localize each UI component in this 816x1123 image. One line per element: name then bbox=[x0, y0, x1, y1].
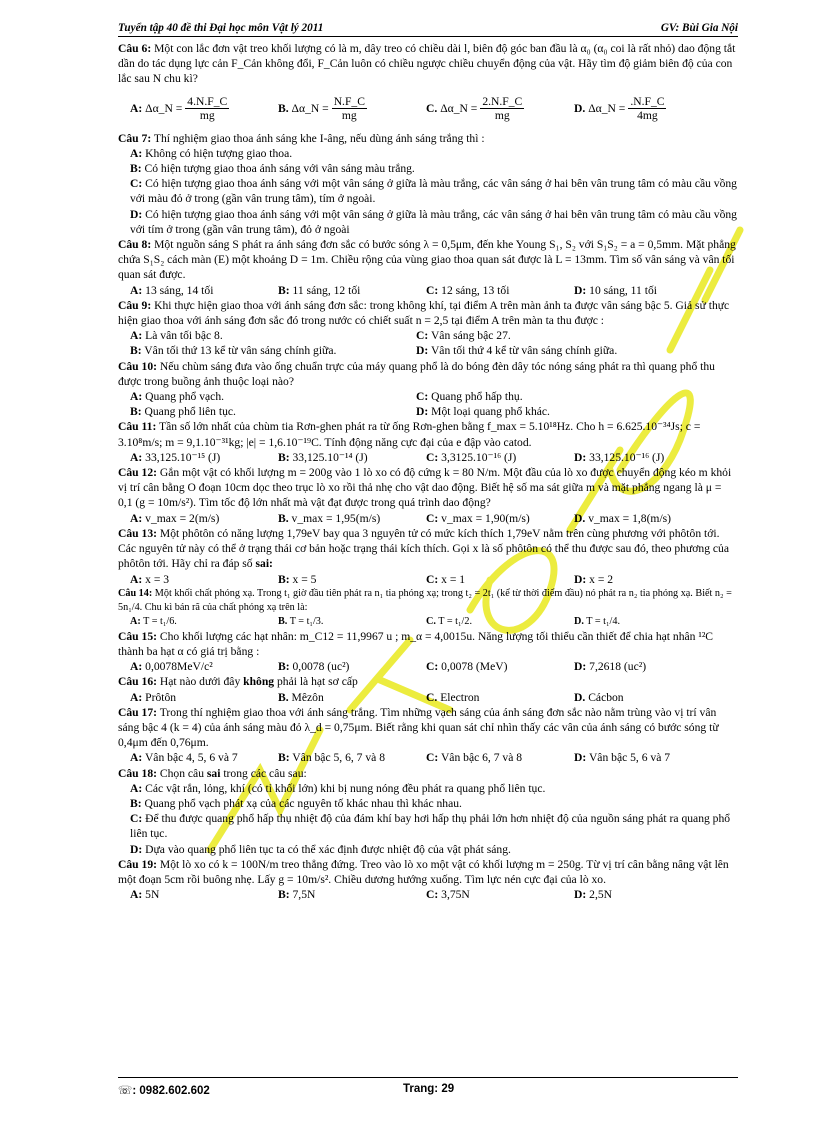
option-text: 33,125.10⁻¹⁶ (J) bbox=[589, 450, 665, 464]
option-label: C: bbox=[416, 329, 429, 343]
option-a bbox=[130, 572, 278, 587]
question-9-options-row1 bbox=[118, 328, 738, 343]
option-text: Có hiện tượng giao thoa ánh sáng với vân sáng màu trắng. bbox=[144, 162, 415, 176]
fraction-denominator: mg bbox=[341, 109, 357, 123]
option-b bbox=[118, 796, 738, 811]
option-b bbox=[278, 659, 426, 674]
option-text: 13 sáng, 14 tối bbox=[145, 283, 214, 297]
option-b bbox=[130, 404, 416, 419]
option-b bbox=[278, 283, 426, 298]
option-a bbox=[130, 659, 278, 674]
fraction-numerator: 2.N.F_C bbox=[482, 95, 523, 109]
option-a bbox=[130, 615, 278, 629]
option-lhs: Δα_N = bbox=[588, 102, 626, 116]
question-19-options bbox=[118, 887, 738, 902]
option-c bbox=[426, 95, 574, 122]
question-text: Một lò xo có k = 100N/m treo thẳng đứng. Treo vào lò xo một vật có khối lượng m = 250g. Từ vị trí cân bằng nâng vật lên một đoạn 5cm rồi buông nhẹ. Lấy g = 10m/s². Chiều dương hướng xuống. Tìm lực nén cực đại của lò xo. bbox=[118, 857, 729, 886]
option-lhs: Δα_N = bbox=[440, 102, 478, 116]
option-text: T = t₁/2. bbox=[438, 615, 473, 627]
option-label: D: bbox=[416, 405, 429, 419]
option-label: A: bbox=[130, 660, 143, 674]
option-label: B: bbox=[130, 162, 142, 176]
option-a bbox=[118, 146, 738, 161]
option-text: Không có hiện tượng giao thoa. bbox=[145, 146, 293, 160]
question-text: Trong thí nghiệm giao thoa với ánh sáng trắng. Tìm những vạch sáng của ánh sáng đơn sắc nào nằm trùng vào vị trí vân sáng bậc 4 (k = 4) của ánh sáng màu đỏ λ_d = 0,75μm. Biết rằng khi quan sát chỉ nhìn thấy các vân của ánh sáng có bước sóng từ 0,4μm đến 0,76μm. bbox=[118, 705, 719, 750]
option-text: T = t₁/3. bbox=[289, 615, 324, 627]
option-text: x = 1 bbox=[441, 572, 466, 586]
option-text: Quang phổ liên tục. bbox=[144, 405, 236, 419]
option-text: Vân sáng bậc 27. bbox=[430, 329, 511, 343]
question-number: Câu 13: bbox=[118, 526, 157, 540]
option-text: Quang phổ vạch phát xạ của các nguyên tố khác nhau thì khác nhau. bbox=[144, 796, 462, 810]
option-text: Các vật rắn, lỏng, khí (có tỉ khối lớn) khi bị nung nóng đều phát ra quang phổ liên tục. bbox=[145, 781, 546, 795]
option-label: B: bbox=[278, 888, 290, 902]
option-label: D: bbox=[574, 751, 587, 765]
option-label: A: bbox=[130, 690, 143, 704]
option-d bbox=[574, 450, 722, 465]
question-number: Câu 18: bbox=[118, 766, 157, 780]
fraction-numerator: 4.N.F_C bbox=[187, 95, 228, 109]
option-label: A: bbox=[130, 102, 143, 116]
option-text: 10 sáng, 11 tối bbox=[589, 283, 657, 297]
option-label: C: bbox=[416, 390, 429, 404]
option-label: C: bbox=[426, 660, 439, 674]
option-label: D. bbox=[574, 690, 586, 704]
option-text: Để thu được quang phổ hấp thụ nhiệt độ của đám khí bay hơi hấp thụ phải lớn hơn nhiệt độ của nguồn sáng phát ra quang phổ liên tục. bbox=[130, 812, 731, 841]
option-c bbox=[416, 389, 702, 404]
option-label: B: bbox=[278, 283, 290, 297]
fraction-numerator: .N.F_C bbox=[630, 95, 665, 109]
option-label: A: bbox=[130, 390, 143, 404]
option-a bbox=[130, 95, 278, 122]
option-label: D. bbox=[574, 102, 586, 116]
question-text: Gắn một vật có khối lượng m = 200g vào 1 lò xo có độ cứng k = 80 N/m. Một đầu của lò xo được chuyển động kéo m khỏi vị trí cân bằng O đoạn 10cm dọc theo trục lò xo rồi thả nhẹ cho vật dao động. Biết hệ số ma sát giữa m và mặt phẳng ngang là μ = 0,1 (g = 10m/s²). Tìm tốc độ lớn nhất mà vật đạt được trong quá trình dao động? bbox=[118, 466, 732, 510]
option-c bbox=[426, 615, 574, 629]
option-d bbox=[416, 343, 702, 358]
option-c bbox=[426, 511, 574, 526]
option-text: 7,2618 (uc²) bbox=[589, 660, 647, 674]
option-text: Vân bậc 4, 5, 6 và 7 bbox=[144, 751, 238, 765]
option-b bbox=[278, 572, 426, 587]
question-emphasis: không bbox=[243, 675, 275, 689]
option-label: A: bbox=[130, 615, 141, 627]
option-label: B. bbox=[278, 102, 289, 116]
question-text: Nếu chùm sáng đưa vào ống chuẩn trực của máy quang phổ là do bóng đèn dây tóc nóng sáng phát ra thì quang phổ thu được trong buồng ảnh thuộc loại nào? bbox=[118, 359, 715, 388]
option-b bbox=[118, 161, 738, 176]
option-c bbox=[426, 690, 574, 705]
question-18 bbox=[118, 766, 738, 781]
option-c bbox=[426, 572, 574, 587]
question-10 bbox=[118, 359, 738, 389]
option-b bbox=[278, 615, 426, 629]
option-text: Mêzôn bbox=[291, 690, 324, 704]
option-text: 3,75N bbox=[441, 888, 470, 902]
question-text: Cho khối lượng các hạt nhân: m_C12 = 11,9967 u ; m_α = 4,0015u. Năng lượng tối thiểu cần thiết để chia hạt nhân ¹²C thành ba hạt α có giá trị bằng : bbox=[118, 629, 714, 658]
option-text: Cácbon bbox=[588, 690, 624, 704]
option-text: v_max = 1,95(m/s) bbox=[291, 511, 381, 525]
option-text: v_max = 1,8(m/s) bbox=[588, 511, 672, 525]
option-label: D: bbox=[416, 344, 429, 358]
footer-phone bbox=[118, 1083, 210, 1097]
option-label: B: bbox=[130, 405, 142, 419]
question-number: Câu 14: bbox=[118, 587, 153, 599]
option-label: B: bbox=[278, 660, 290, 674]
option-text: Quang phổ vạch. bbox=[145, 390, 225, 404]
option-text: Một loại quang phổ khác. bbox=[431, 405, 550, 419]
option-label: C: bbox=[426, 572, 439, 586]
option-b bbox=[278, 450, 426, 465]
option-text: 3,3125.10⁻¹⁶ (J) bbox=[441, 450, 517, 464]
option-a bbox=[118, 781, 738, 796]
option-label: B: bbox=[130, 796, 142, 810]
option-text: Có hiện tượng giao thoa ánh sáng với một vân sáng ở giữa là màu trắng, các vân sáng ở hai bên vân trung tâm có màu cầu vồng với tím ở trong (gần vân trung tâm), đỏ ở ngoài bbox=[130, 207, 737, 236]
option-label: D: bbox=[574, 283, 587, 297]
option-text: 33,125.10⁻¹⁴ (J) bbox=[292, 450, 368, 464]
option-label: D. bbox=[574, 511, 586, 525]
question-number: Câu 12: bbox=[118, 466, 157, 480]
option-text: x = 2 bbox=[589, 572, 614, 586]
option-text: Vân tối thứ 13 kể từ vân sáng chính giữa. bbox=[144, 344, 337, 358]
question-13-options bbox=[118, 572, 738, 587]
question-emphasis: sai: bbox=[255, 557, 273, 571]
option-d bbox=[574, 95, 722, 122]
option-d bbox=[118, 842, 738, 857]
option-b bbox=[130, 343, 416, 358]
option-b bbox=[278, 95, 426, 122]
question-number: Câu 19: bbox=[118, 857, 157, 871]
option-text: 33,125.10⁻¹⁵ (J) bbox=[145, 450, 221, 464]
question-17-options bbox=[118, 750, 738, 765]
option-d bbox=[574, 572, 722, 587]
option-label: B. bbox=[278, 615, 288, 627]
question-14 bbox=[118, 587, 738, 615]
fraction-numerator: N.F_C bbox=[333, 95, 365, 109]
option-label: A: bbox=[130, 329, 143, 343]
option-text: Vân bậc 5, 6 và 7 bbox=[588, 751, 671, 765]
question-emphasis: sai bbox=[206, 766, 221, 780]
question-text: Một nguồn sáng S phát ra ánh sáng đơn sắc có bước sóng λ = 0,5μm, đến khe Young S₁, S₂ với S₁S₂ = a = 0,5mm. Mặt phẳng chứa S₁S₂ cách màn (E) một khoảng D = 1m. Chiều rộng của vùng giao thoa quan sát được là L = 13mm. Tìm số vân sáng và vân tối quan sát được. bbox=[118, 238, 736, 282]
question-15 bbox=[118, 629, 738, 659]
option-label: D: bbox=[574, 572, 587, 586]
option-d bbox=[416, 404, 702, 419]
option-b bbox=[278, 750, 426, 765]
option-text: 12 sáng, 13 tối bbox=[441, 283, 510, 297]
option-label: A: bbox=[130, 511, 143, 525]
option-lhs: Δα_N = bbox=[145, 102, 183, 116]
option-label: C: bbox=[130, 177, 143, 191]
question-text: Chọn câu bbox=[159, 766, 207, 780]
option-d bbox=[574, 511, 722, 526]
option-d bbox=[574, 750, 722, 765]
question-number: Câu 8: bbox=[118, 238, 152, 252]
option-text: v_max = 1,90(m/s) bbox=[441, 511, 530, 525]
option-label: D. bbox=[574, 615, 584, 627]
option-label: B. bbox=[278, 690, 289, 704]
question-text: phải là hạt sơ cấp bbox=[274, 675, 358, 689]
option-label: B. bbox=[278, 511, 289, 525]
phone-number: : 0982.602.602 bbox=[132, 1085, 210, 1097]
question-number: Câu 11: bbox=[118, 420, 157, 434]
option-text: Là vân tối bậc 8. bbox=[145, 329, 223, 343]
option-d bbox=[574, 887, 722, 902]
option-label: B: bbox=[130, 344, 142, 358]
option-d bbox=[574, 615, 722, 629]
option-a bbox=[130, 887, 278, 902]
option-text: Dựa vào quang phổ liên tục ta có thể xác định được nhiệt độ của vật phát sáng. bbox=[145, 842, 511, 856]
question-text: Một phôtôn có năng lượng 1,79eV bay qua 3 nguyên tử có mức kích thích 1,79eV nằm trên cùng phương với phôtôn tới. Các nguyên tử này có thể ở trạng thái cơ bản hoặc trạng thái kích thích. Gọi x là số phôtôn có thể thu được sau đó, theo phương của phôtôn tới. Hãy chỉ ra đáp số bbox=[118, 526, 729, 571]
option-text: 5N bbox=[145, 888, 160, 902]
question-number: Câu 16: bbox=[118, 675, 157, 689]
option-d bbox=[118, 207, 738, 237]
option-text: Vân bậc 5, 6, 7 và 8 bbox=[292, 751, 386, 765]
question-7 bbox=[118, 131, 738, 146]
option-label: A: bbox=[130, 283, 143, 297]
option-label: B: bbox=[278, 572, 290, 586]
option-text: 0,0078 (uc²) bbox=[292, 660, 350, 674]
option-label: C: bbox=[426, 511, 439, 525]
option-a bbox=[130, 511, 278, 526]
option-c bbox=[118, 811, 738, 841]
option-label: A: bbox=[130, 450, 143, 464]
fraction-denominator: mg bbox=[199, 109, 215, 123]
question-number: Câu 7: bbox=[118, 131, 152, 145]
option-text: T = t₁/6. bbox=[143, 615, 177, 627]
question-14-options bbox=[118, 615, 738, 629]
option-text: 0,0078MeV/c² bbox=[145, 660, 213, 674]
question-19 bbox=[118, 857, 738, 887]
question-text: Hạt nào dưới đây bbox=[159, 675, 244, 689]
page-header bbox=[118, 22, 738, 37]
option-label: A: bbox=[130, 888, 143, 902]
option-a bbox=[130, 389, 416, 404]
question-number: Câu 9: bbox=[118, 298, 152, 312]
option-text: x = 5 bbox=[292, 572, 317, 586]
question-15-options bbox=[118, 659, 738, 674]
option-label: C: bbox=[426, 450, 439, 464]
question-number: Câu 17: bbox=[118, 705, 157, 719]
header-author: GV: Bùi Gia Nội bbox=[660, 22, 738, 34]
option-c bbox=[118, 176, 738, 206]
option-text: T = t₁/4. bbox=[586, 615, 621, 627]
question-number: Câu 10: bbox=[118, 359, 157, 373]
question-9 bbox=[118, 298, 738, 328]
option-label: D: bbox=[574, 450, 587, 464]
option-label: D: bbox=[574, 888, 587, 902]
question-16 bbox=[118, 674, 738, 689]
question-text: Thí nghiệm giao thoa ánh sáng khe I-âng, nếu dùng ánh sáng trắng thì : bbox=[153, 131, 485, 145]
option-label: C. bbox=[426, 615, 436, 627]
page-number: Trang: 29 bbox=[403, 1083, 455, 1095]
question-6-options bbox=[118, 89, 738, 129]
phone-icon: ☏ bbox=[118, 1085, 133, 1097]
option-b bbox=[278, 887, 426, 902]
option-lhs: Δα_N = bbox=[291, 102, 329, 116]
option-label: B: bbox=[278, 450, 290, 464]
question-text: Một con lắc đơn vật treo khối lượng có là m, dây treo có chiều dài l, biên độ góc ban đầu là α₀ (α₀ coi là rất nhỏ) dao động tắt dần do tác dụng lực cản F_Cản không đổi, F_Cản luôn có chiều ngược chiều chuyển động của vật. Hãy tìm độ giảm biên độ của con lắc sau N chu kì? bbox=[118, 42, 736, 86]
question-8 bbox=[118, 237, 738, 283]
option-text: Prôtôn bbox=[145, 690, 177, 704]
option-label: C: bbox=[130, 812, 143, 826]
option-text: x = 3 bbox=[145, 572, 170, 586]
option-c bbox=[426, 750, 574, 765]
question-text: Một khối chất phóng xạ. Trong t₁ giờ đầu tiên phát ra n₁ tia phóng xạ; trong t₂ = 2t₁ (kể từ thời điểm đầu) nó phát ra n₂ tia phóng xạ. Biết n₂ = 5n₁/4. Chu kì bán rã của chất phóng xạ trên là: bbox=[118, 587, 732, 613]
option-text: 7,5N bbox=[292, 888, 316, 902]
question-6 bbox=[118, 41, 738, 87]
question-13 bbox=[118, 526, 738, 572]
option-text: Vân bậc 6, 7 và 8 bbox=[440, 751, 523, 765]
option-label: D: bbox=[130, 207, 143, 221]
option-text: Electron bbox=[440, 690, 480, 704]
fraction-denominator: mg bbox=[494, 109, 510, 123]
option-text: 0,0078 (MeV) bbox=[441, 660, 508, 674]
option-label: A: bbox=[130, 781, 143, 795]
question-number: Câu 15: bbox=[118, 629, 157, 643]
option-c bbox=[426, 659, 574, 674]
question-12 bbox=[118, 465, 738, 511]
option-label: A: bbox=[130, 751, 143, 765]
question-number: Câu 6: bbox=[118, 42, 152, 55]
option-a bbox=[130, 283, 278, 298]
option-label: C: bbox=[426, 888, 439, 902]
option-c bbox=[426, 283, 574, 298]
option-text: Vân tối thứ 4 kể từ vân sáng chính giữa. bbox=[430, 344, 618, 358]
option-b bbox=[278, 511, 426, 526]
option-text: 2,5N bbox=[589, 888, 613, 902]
option-text: Có hiện tượng giao thoa ánh sáng với một vân sáng ở giữa là màu trắng, các vân sáng ở hai bên vân trung tâm có màu cầu vồng với màu đỏ ở trong (gần vân trung tâm), tím ở ngoài. bbox=[130, 177, 737, 206]
header-title: Tuyển tập 40 đề thi Đại học môn Vật lý 2011 bbox=[118, 22, 324, 34]
question-8-options bbox=[118, 283, 738, 298]
option-label: C. bbox=[426, 102, 438, 116]
question-10-options-row1 bbox=[118, 389, 738, 404]
question-text: trong các câu sau: bbox=[220, 766, 307, 780]
option-a bbox=[130, 690, 278, 705]
question-12-options bbox=[118, 511, 738, 526]
question-17 bbox=[118, 705, 738, 751]
option-c bbox=[426, 450, 574, 465]
option-label: A: bbox=[130, 146, 143, 160]
option-label: C: bbox=[426, 283, 439, 297]
option-text: 11 sáng, 12 tối bbox=[292, 283, 361, 297]
question-9-options-row2 bbox=[118, 343, 738, 358]
page-footer bbox=[118, 1077, 738, 1097]
option-label: C. bbox=[426, 690, 438, 704]
option-text: Quang phổ hấp thụ. bbox=[431, 390, 523, 404]
option-label: D: bbox=[574, 660, 587, 674]
question-text: Tần số lớn nhất của chùm tia Rơn-ghen phát ra từ ống Rơn-ghen bằng f_max = 5.10¹⁸Hz. Cho h = 6.625.10⁻³⁴Js; c = 3.10⁸m/s; m = 9,1.10⁻³¹kg; |e| = 1,6.10⁻¹⁹C. Tính động năng cực đại của e đập vào catod. bbox=[118, 420, 701, 449]
fraction-denominator: 4mg bbox=[637, 109, 658, 123]
question-text: Khi thực hiện giao thoa với ánh sáng đơn sắc: trong không khí, tại điểm A trên màn ảnh ta được vân sáng bậc 5. Giả sử thực hiện giao thoa với ánh sáng đơn sắc đó trong nước có chiết suất n = 2,5 tại điểm A trên màn ta thu được : bbox=[118, 298, 730, 328]
option-c bbox=[416, 328, 702, 343]
question-10-options-row2 bbox=[118, 404, 738, 419]
question-11-options bbox=[118, 450, 738, 465]
option-d bbox=[574, 283, 722, 298]
option-a bbox=[130, 328, 416, 343]
option-b bbox=[278, 690, 426, 705]
question-11 bbox=[118, 419, 738, 449]
option-c bbox=[426, 887, 574, 902]
option-a bbox=[130, 450, 278, 465]
option-a bbox=[130, 750, 278, 765]
option-label: C: bbox=[426, 751, 439, 765]
option-label: D: bbox=[130, 842, 143, 856]
option-d bbox=[574, 659, 722, 674]
option-label: B: bbox=[278, 751, 290, 765]
option-d bbox=[574, 690, 722, 705]
option-label: A: bbox=[130, 572, 143, 586]
option-text: v_max = 2(m/s) bbox=[145, 511, 220, 525]
question-16-options bbox=[118, 690, 738, 705]
